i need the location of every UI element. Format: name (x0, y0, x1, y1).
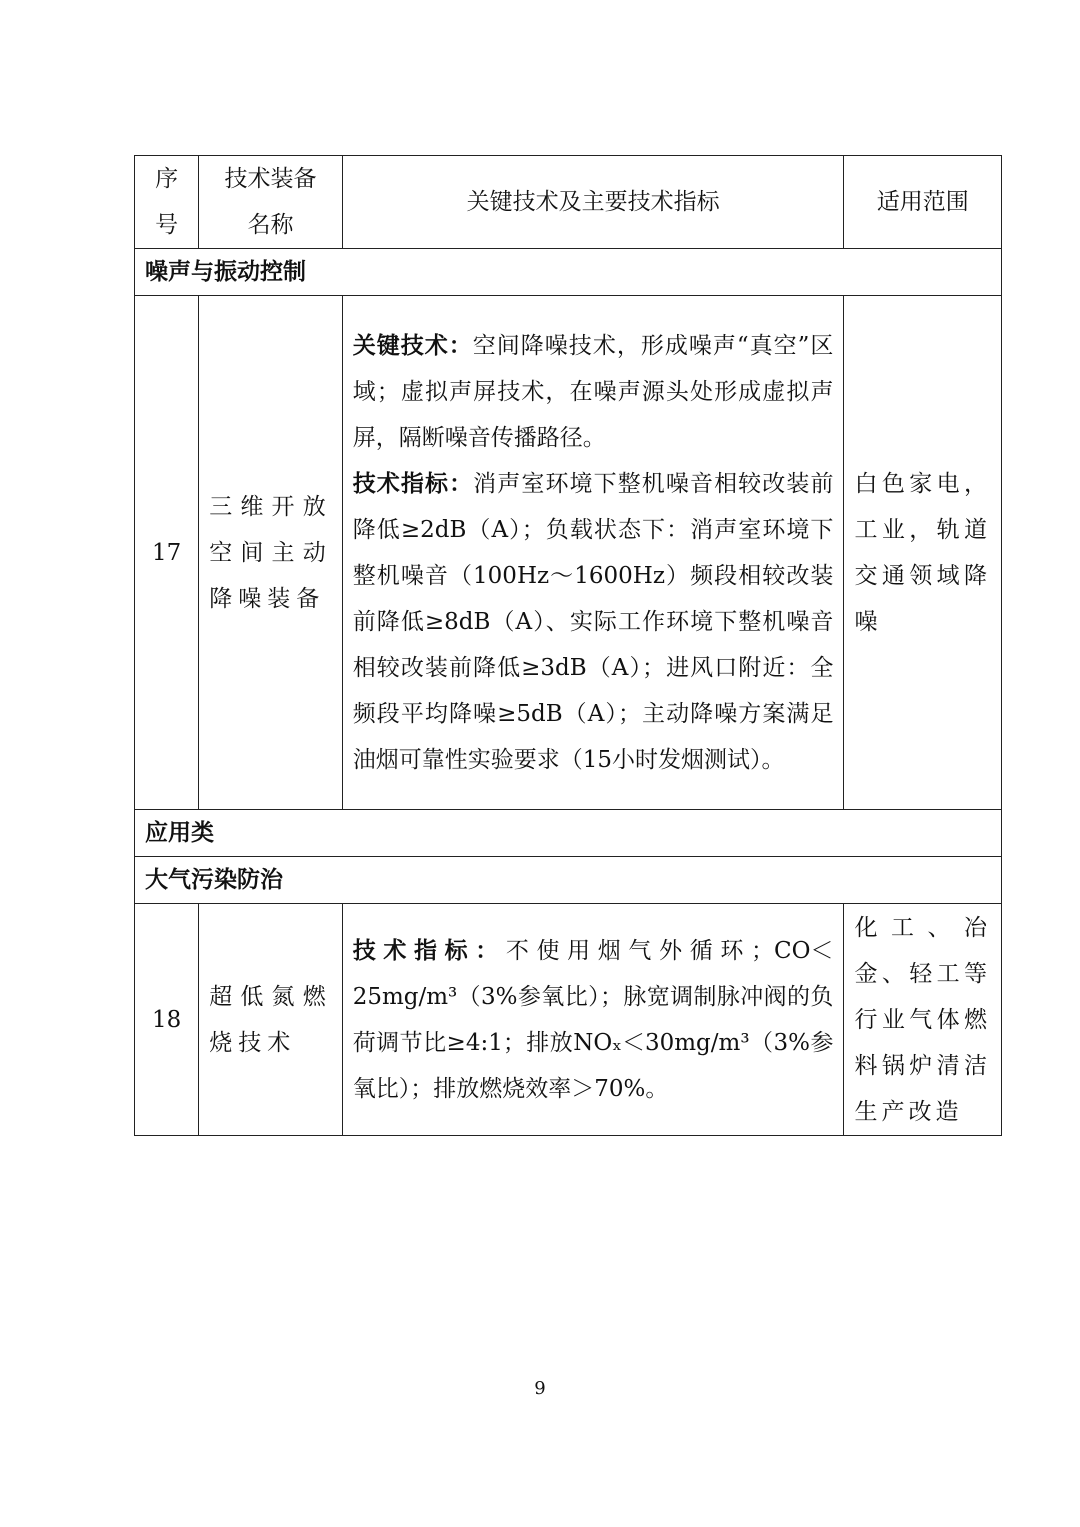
section-row (135, 810, 1002, 857)
equipment-name: 超低氮燃烧技术 (199, 904, 342, 1136)
tech-index-label: 技术指标： (352, 937, 506, 964)
header-name: 技术装备 名称 (199, 156, 342, 249)
row-number: 17 (135, 296, 199, 810)
key-tech-cell (342, 296, 844, 810)
table-header-row (135, 156, 1002, 249)
equipment-name: 三维开放空间主动降噪装备 (199, 296, 342, 810)
key-tech-text: 空间降噪技术，形成噪声“真空”区域；虚拟声屏技术，在噪声源头处形成虚拟声屏，隔断噪音传播路径。 (352, 332, 834, 451)
tech-index-label: 技术指标： (352, 470, 474, 497)
section-air: 大气污染防治 (135, 857, 1002, 904)
table-row (135, 296, 1002, 810)
header-no: 序 号 (135, 156, 199, 249)
section-application: 应用类 (135, 810, 1002, 857)
section-row (135, 857, 1002, 904)
tech-index-text: 不使用烟气外循环；CO＜25mg/m³（3%参氧比）；脉宽调制脉冲阀的负荷调节比≥4:1；排放NOₓ＜30mg/m³（3%参氧比）；排放燃烧效率＞70%。 (352, 937, 834, 1102)
section-noise: 噪声与振动控制 (135, 249, 1002, 296)
key-tech-cell (342, 904, 844, 1136)
header-key-tech: 关键技术及主要技术指标 (342, 156, 844, 249)
tech-index-paragraph (353, 461, 834, 783)
page-number: 9 (534, 1378, 546, 1399)
tech-index-paragraph (353, 928, 834, 1112)
header-scope: 适用范围 (844, 156, 1002, 249)
technology-table (134, 155, 1002, 1136)
scope-cell: 化工、冶金、轻工等行业气体燃料锅炉清洁生产改造 (844, 904, 1002, 1136)
section-row (135, 249, 1002, 296)
row-number: 18 (135, 904, 199, 1136)
key-tech-label: 关键技术： (352, 332, 473, 359)
tech-index-text: 消声室环境下整机噪音相较改装前降低≥2dB（A）；负载状态下：消声室环境下整机噪音（100Hz～1600Hz）频段相较改装前降低≥8dB（A）、实际工作环境下整机噪音相较改装前降低≥3dB（A）；进风口附近：全频段平均降噪≥5dB（A）；主动降噪方案满足油烟可靠性实验要求（15小时发烟测试）。 (352, 470, 834, 773)
table-row (135, 904, 1002, 1136)
key-tech-paragraph (353, 323, 834, 461)
scope-cell: 白色家电，工业，轨道交通领域降噪 (844, 296, 1002, 810)
